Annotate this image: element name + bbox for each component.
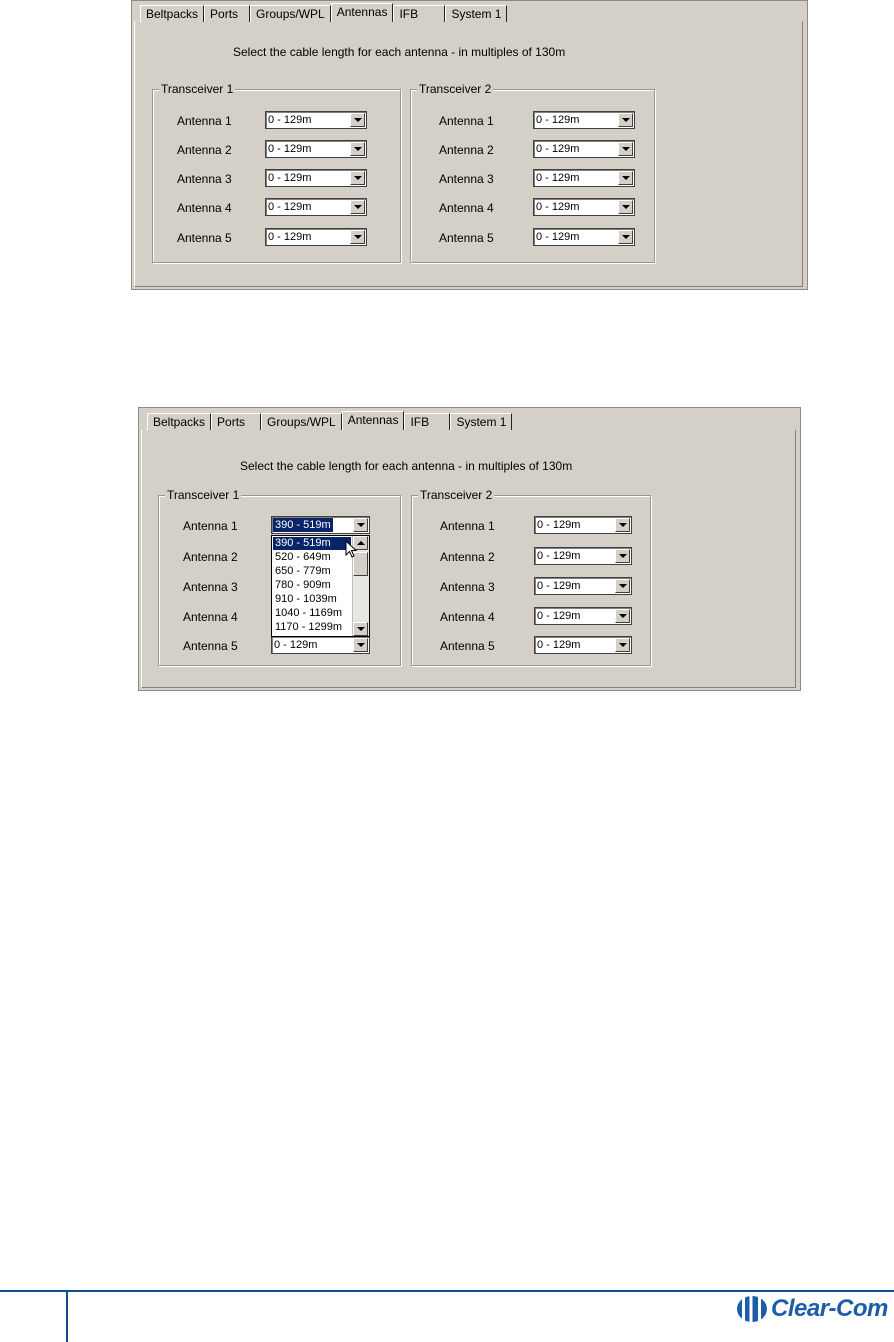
antenna-label: Antenna 3 (440, 580, 495, 594)
dropdown-option[interactable]: 650 - 779m (275, 565, 331, 577)
antenna-cable-length-select[interactable] (534, 577, 632, 595)
tab-beltpacks[interactable]: Beltpacks (140, 5, 204, 22)
dropdown-button[interactable] (618, 142, 633, 156)
mouse-pointer-icon (345, 540, 359, 560)
antenna-label: Antenna 2 (183, 550, 238, 564)
dropdown-button[interactable] (350, 230, 365, 244)
chevron-down-icon (357, 643, 365, 647)
antenna-cable-length-select[interactable] (533, 228, 635, 246)
antenna-cable-length-select[interactable] (265, 140, 367, 158)
dropdown-button[interactable] (618, 113, 633, 127)
group-title: Transceiver 2 (419, 82, 492, 96)
transceiver-1-group (152, 82, 401, 263)
selected-value: 0 - 129m (268, 143, 312, 155)
dropdown-button[interactable] (618, 200, 633, 214)
chevron-down-icon (354, 235, 362, 239)
antenna-label: Antenna 2 (440, 550, 495, 564)
dropdown-button[interactable] (350, 200, 365, 214)
chevron-down-icon (619, 584, 627, 588)
chevron-down-icon (354, 205, 362, 209)
chevron-down-icon (619, 643, 627, 647)
selected-value: 0 - 129m (536, 114, 580, 126)
tab-system-1[interactable]: System 1 (445, 5, 507, 22)
dropdown-button[interactable] (350, 142, 365, 156)
instruction-text: Select the cable length for each antenna - in multiples of 130m (233, 45, 566, 59)
selected-value: 0 - 129m (537, 550, 581, 562)
antenna-cable-length-select[interactable] (271, 636, 370, 654)
antenna-cable-length-select[interactable] (534, 547, 632, 565)
selected-value: 0 - 129m (537, 519, 581, 531)
tab-groups-wpl[interactable]: Groups/WPL (250, 5, 331, 22)
dropdown-button[interactable] (615, 609, 630, 623)
logo-text: Clear-Com (771, 1295, 888, 1322)
antenna-cable-length-select[interactable] (534, 636, 632, 654)
antenna-label: Antenna 4 (183, 610, 238, 624)
tab-antennas[interactable]: Antennas (342, 411, 405, 430)
chevron-down-icon (622, 176, 630, 180)
dropdown-button[interactable] (350, 171, 365, 185)
selected-value: 0 - 129m (268, 201, 312, 213)
antenna-label: Antenna 5 (183, 639, 238, 653)
tab-ifb[interactable]: IFB (404, 413, 450, 430)
antenna-cable-length-select[interactable] (271, 516, 370, 534)
chevron-down-icon (622, 147, 630, 151)
antenna-cable-length-select[interactable] (533, 140, 635, 158)
antenna-cable-length-select[interactable] (533, 169, 635, 187)
tab-system-1[interactable]: System 1 (450, 413, 512, 430)
antenna-label: Antenna 4 (439, 201, 494, 215)
dropdown-option[interactable]: 780 - 909m (275, 579, 331, 591)
antenna-label: Antenna 3 (439, 172, 494, 186)
clearcom-logo-icon (737, 1296, 767, 1322)
transceiver-2-group (411, 488, 651, 666)
antenna-label: Antenna 3 (183, 580, 238, 594)
selected-value: 0 - 129m (274, 639, 318, 651)
dropdown-button[interactable] (615, 579, 630, 593)
dropdown-option[interactable]: 910 - 1039m (275, 593, 337, 605)
transceiver-1-group (158, 488, 401, 666)
antenna-label: Antenna 5 (177, 231, 232, 245)
tab-antennas[interactable]: Antennas (331, 3, 394, 22)
dropdown-option[interactable]: 1040 - 1169m (275, 607, 343, 619)
tab-ports[interactable]: Ports (211, 413, 261, 430)
selected-value: 0 - 129m (536, 231, 580, 243)
selected-value: 0 - 129m (537, 580, 581, 592)
antenna-cable-length-select[interactable] (533, 198, 635, 216)
selected-value: 0 - 129m (268, 172, 312, 184)
chevron-down-icon (354, 176, 362, 180)
antenna-label: Antenna 4 (440, 610, 495, 624)
chevron-down-icon (357, 523, 365, 527)
antenna-label: Antenna 1 (439, 114, 494, 128)
group-title: Transceiver 1 (161, 82, 234, 96)
scroll-down-button[interactable] (353, 622, 368, 636)
selected-value: 390 - 519m (275, 519, 331, 531)
instruction-text: Select the cable length for each antenna - in multiples of 130m (240, 459, 573, 473)
antenna-cable-length-select[interactable] (534, 516, 632, 534)
chevron-down-icon (619, 523, 627, 527)
dropdown-button[interactable] (353, 518, 368, 532)
antenna-label: Antenna 5 (440, 639, 495, 653)
chevron-down-icon (622, 205, 630, 209)
antenna-cable-length-select[interactable] (265, 198, 367, 216)
antennas-dialog-default (131, 0, 808, 290)
antenna-cable-length-select[interactable] (533, 111, 635, 129)
antenna-cable-length-select[interactable] (265, 111, 367, 129)
group-title: Transceiver 2 (420, 488, 493, 502)
antenna-label: Antenna 1 (440, 519, 495, 533)
selected-value: 0 - 129m (537, 610, 581, 622)
antenna-label: Antenna 3 (177, 172, 232, 186)
selected-value: 0 - 129m (536, 143, 580, 155)
dropdown-button[interactable] (618, 230, 633, 244)
tab-groups-wpl[interactable]: Groups/WPL (261, 413, 342, 430)
selected-value: 0 - 129m (536, 172, 580, 184)
antenna-label: Antenna 2 (439, 143, 494, 157)
tab-strip (140, 3, 507, 21)
chevron-down-icon (619, 614, 627, 618)
chevron-down-icon (622, 118, 630, 122)
transceiver-2-group (410, 82, 655, 263)
chevron-down-icon (622, 235, 630, 239)
antenna-label: Antenna 2 (177, 143, 232, 157)
clearcom-logo (737, 1294, 888, 1324)
dropdown-button[interactable] (350, 113, 365, 127)
dropdown-button[interactable] (353, 638, 368, 652)
selected-value: 0 - 129m (536, 201, 580, 213)
scroll-down-icon (357, 627, 365, 631)
dropdown-option[interactable]: 520 - 649m (275, 551, 331, 563)
dropdown-button[interactable] (615, 518, 630, 532)
dropdown-button[interactable] (615, 549, 630, 563)
antenna-label: Antenna 1 (183, 519, 238, 533)
tab-ports[interactable]: Ports (204, 5, 250, 22)
antenna-cable-length-select[interactable] (265, 228, 367, 246)
antenna-cable-length-select[interactable] (534, 607, 632, 625)
tab-strip (147, 411, 512, 429)
antenna-label: Antenna 1 (177, 114, 232, 128)
antenna-label: Antenna 5 (439, 231, 494, 245)
selected-value: 0 - 129m (537, 639, 581, 651)
chevron-down-icon (354, 147, 362, 151)
dropdown-option[interactable]: 390 - 519m (273, 537, 351, 550)
dropdown-option[interactable]: 1170 - 1299m (275, 621, 343, 633)
tab-beltpacks[interactable]: Beltpacks (147, 413, 211, 430)
selected-value: 0 - 129m (268, 114, 312, 126)
antennas-dialog-dropdown-open (138, 407, 801, 691)
chevron-down-icon (619, 554, 627, 558)
chevron-down-icon (354, 118, 362, 122)
antenna-label: Antenna 4 (177, 201, 232, 215)
group-title: Transceiver 1 (167, 488, 240, 502)
footer-divider (66, 1291, 68, 1342)
antenna-cable-length-select[interactable] (265, 169, 367, 187)
footer-rule (0, 1290, 894, 1292)
tab-ifb[interactable]: IFB (393, 5, 445, 22)
selected-value: 0 - 129m (268, 231, 312, 243)
dropdown-button[interactable] (615, 638, 630, 652)
dropdown-button[interactable] (618, 171, 633, 185)
